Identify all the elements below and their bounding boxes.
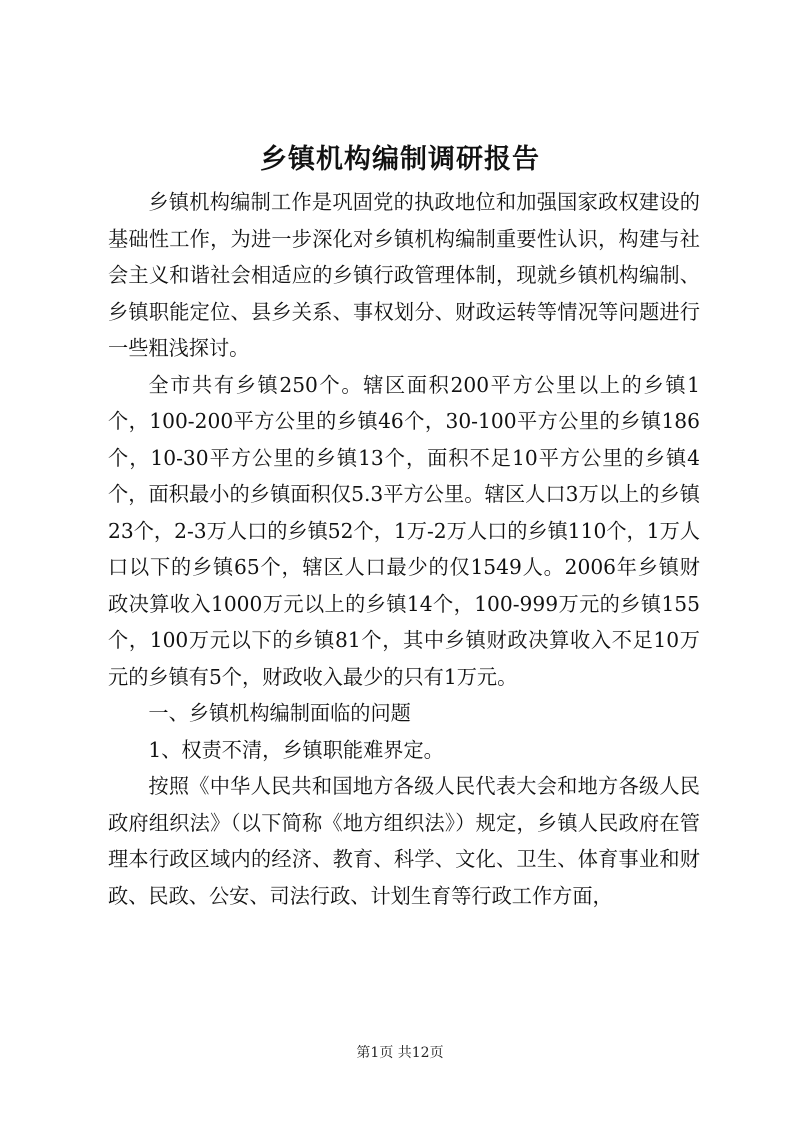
document-body (108, 184, 700, 914)
section-heading-problems: 一、乡镇机构编制面临的问题 (148, 701, 411, 725)
paragraph-statistics: 全市共有乡镇250个。辖区面积200平方公里以上的乡镇1个，100-200平方公里的乡镇46个，30-100平方公里的乡镇186个，10-30平方公里的乡镇13个，面积不足10平方公里的乡镇4个，面积最小的乡镇面积仅5.3平方公里。辖区人口3万以上的乡镇23个，2-3万人口的乡镇52个，1万-2万人口的乡镇110个，1万人口以下的乡镇65个，辖区人口最少的仅1549人。2006年乡镇财政决算收入1000万元以上的乡镇14个，100-999万元的乡镇155个，100万元以下的乡镇81个，其中乡镇财政决算收入不足10万元的乡镇有5个，财政收入最少的只有1万元。 (108, 372, 700, 689)
page-number-footer: 第1页 共12页 (356, 1045, 444, 1061)
page-title: 乡镇机构编制调研报告 (260, 144, 540, 175)
subsection-heading-responsibilities: 1、权责不清，乡镇职能难界定。 (148, 737, 444, 762)
paragraph-legal-basis: 按照《中华人民共和国地方各级人民代表大会和地方各级人民政府组织法》（以下简称《地方组织法》）规定，乡镇人民政府在管理本行政区域内的经济、教育、科学、文化、卫生、体育事业和财政、民政、公安、司法行政、计划生育等行政工作方面， (108, 774, 700, 908)
paragraph-intro: 乡镇机构编制工作是巩固党的执政地位和加强国家政权建设的基础性工作，为进一步深化对乡镇机构编制重要性认识，构建与社会主义和谐社会相适应的乡镇行政管理体制，现就乡镇机构编制、乡镇职能定位、县乡关系、事权划分、财政运转等情况等问题进行一些粗浅探讨。 (108, 190, 700, 360)
